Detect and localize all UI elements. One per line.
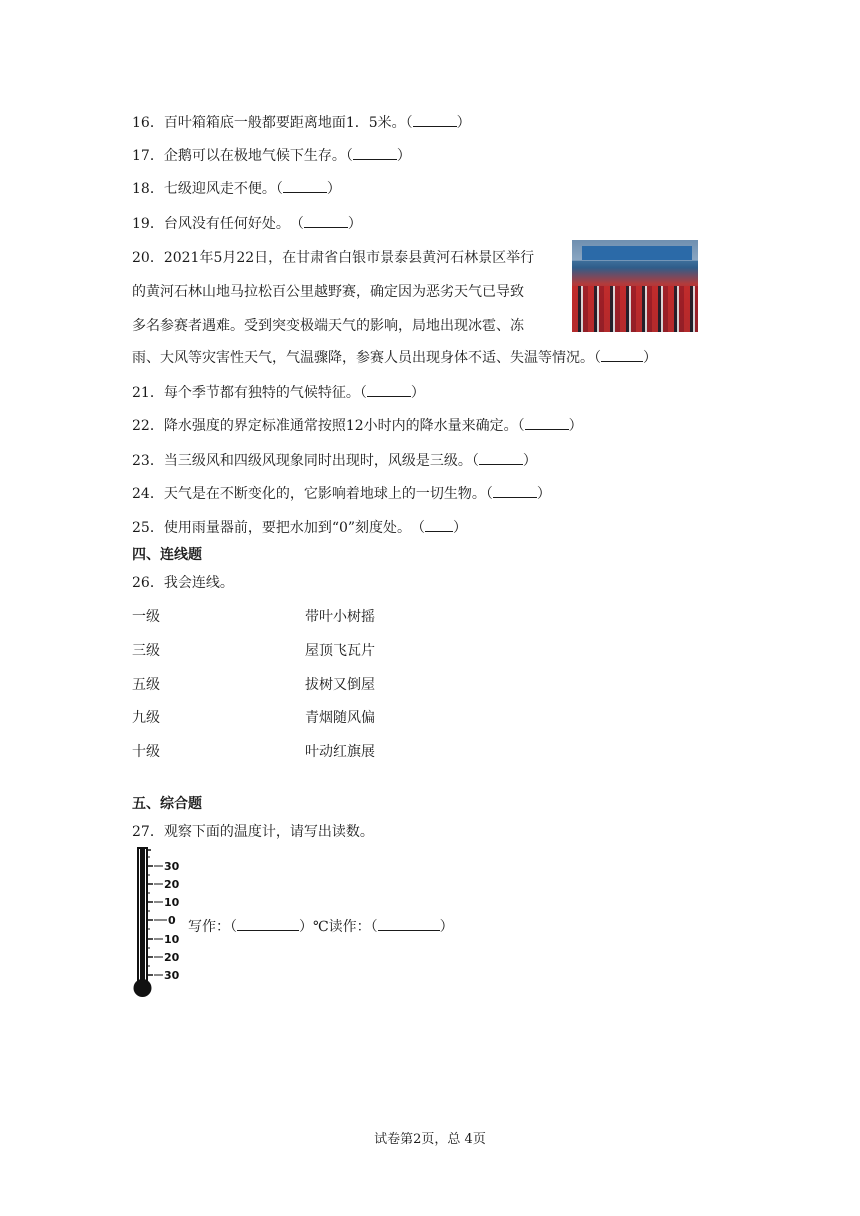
close-paren: ） bbox=[439, 919, 454, 935]
thermometer-answer bbox=[188, 916, 454, 937]
match-left-2[interactable]: 三级 bbox=[132, 643, 160, 659]
match-right-2[interactable]: 屋顶飞瓦片 bbox=[305, 643, 375, 659]
answer-blank[interactable] bbox=[283, 178, 327, 193]
match-right-3[interactable]: 拔树又倒屋 bbox=[305, 677, 375, 693]
question-27: 27．观察下面的温度计，请写出读数。 bbox=[132, 824, 374, 840]
match-left-3[interactable]: 五级 bbox=[132, 677, 160, 693]
match-right-1[interactable]: 带叶小树摇 bbox=[305, 609, 375, 625]
question-26: 26．我会连线。 bbox=[132, 575, 234, 591]
close-paren: ） bbox=[643, 350, 657, 366]
close-paren: ） bbox=[453, 520, 468, 536]
answer-blank[interactable] bbox=[479, 450, 523, 465]
close-paren: ） bbox=[396, 148, 411, 164]
scale-label: 30 bbox=[164, 969, 180, 982]
thermometer-image bbox=[130, 846, 186, 1002]
question-18 bbox=[132, 178, 341, 199]
close-paren: ） bbox=[456, 115, 471, 131]
question-text: 18．七级迎风走不便。（ bbox=[132, 181, 283, 197]
match-left-5[interactable]: 十级 bbox=[132, 744, 160, 760]
question-text: 19．台风没有任何好处。 （ bbox=[132, 216, 304, 232]
answer-blank[interactable] bbox=[353, 145, 397, 160]
question-text: 25．使用雨量器前，要把水加到“0”刻度处。 （ bbox=[132, 520, 426, 536]
answer-blank[interactable] bbox=[413, 112, 457, 127]
scale-label: 10 bbox=[164, 896, 180, 909]
close-paren: ） bbox=[410, 385, 425, 401]
answer-blank[interactable] bbox=[601, 347, 643, 362]
scale-label: 20 bbox=[164, 878, 180, 891]
answer-blank[interactable] bbox=[304, 213, 348, 228]
reading-read-blank[interactable] bbox=[378, 916, 440, 931]
question-25 bbox=[132, 517, 467, 538]
close-paren: ） bbox=[522, 453, 537, 469]
match-left-1[interactable]: 一级 bbox=[132, 609, 160, 625]
answer-blank[interactable] bbox=[525, 415, 569, 430]
close-paren: ） bbox=[326, 181, 341, 197]
question-16 bbox=[132, 112, 471, 133]
close-paren: ） bbox=[568, 418, 583, 434]
close-paren: ） bbox=[347, 216, 362, 232]
question-22 bbox=[132, 415, 583, 436]
close-paren: ） bbox=[536, 486, 551, 502]
photo-banner bbox=[582, 246, 692, 260]
photo-crowd bbox=[572, 286, 698, 332]
section-4-title: 四、连线题 bbox=[132, 547, 202, 563]
scale-label: 0 bbox=[168, 914, 176, 927]
thermometer-mercury bbox=[140, 848, 145, 982]
question-text: 17．企鹅可以在极地气候下生存。（ bbox=[132, 148, 353, 164]
scale-label: 10 bbox=[164, 933, 180, 946]
write-label: 写作：（ bbox=[188, 919, 237, 935]
answer-blank[interactable] bbox=[425, 517, 453, 532]
question-text: 21．每个季节都有独特的气候特征。（ bbox=[132, 385, 367, 401]
scale-label: 20 bbox=[164, 951, 180, 964]
question-text: 23．当三级风和四级风现象同时出现时，风级是三级。（ bbox=[132, 453, 479, 469]
question-text: 24．天气是在不断变化的，它影响着地球上的一切生物。（ bbox=[132, 486, 493, 502]
match-left-4[interactable]: 九级 bbox=[132, 710, 160, 726]
thermometer-bulb bbox=[134, 979, 152, 997]
read-label: ）℃读作：（ bbox=[299, 919, 378, 935]
question-20-line-1: 20．2021年5月22日，在甘肃省白银市景泰县黄河石林景区举行 bbox=[132, 250, 535, 266]
answer-blank[interactable] bbox=[367, 382, 411, 397]
question-21 bbox=[132, 382, 425, 403]
question-text: 22．降水强度的界定标准通常按照12小时内的降水量来确定。（ bbox=[132, 418, 525, 434]
marathon-photo bbox=[572, 240, 698, 332]
question-17 bbox=[132, 145, 411, 166]
match-right-4[interactable]: 青烟随风偏 bbox=[305, 710, 375, 726]
reading-write-blank[interactable] bbox=[237, 916, 299, 931]
question-19 bbox=[132, 213, 362, 234]
match-right-5[interactable]: 叶动红旗展 bbox=[305, 744, 375, 760]
answer-blank[interactable] bbox=[493, 483, 537, 498]
section-5-title: 五、综合题 bbox=[132, 796, 202, 812]
page-footer: 试卷第2页，总 4页 bbox=[374, 1132, 486, 1147]
question-24 bbox=[132, 483, 551, 504]
question-20-line-4 bbox=[132, 347, 657, 368]
question-20-line-3: 多名参赛者遇难。受到突变极端天气的影响，局地出现冰雹、冻 bbox=[132, 318, 524, 334]
question-text: 雨、大风等灾害性天气，气温骤降，参赛人员出现身体不适、失温等情况。（ bbox=[132, 350, 601, 366]
question-23 bbox=[132, 450, 537, 471]
scale-label: 30 bbox=[164, 860, 180, 873]
question-text: 16．百叶箱箱底一般都要距离地面1．5米。（ bbox=[132, 115, 413, 131]
question-20-line-2: 的黄河石林山地马拉松百公里越野赛，确定因为恶劣天气已导致 bbox=[132, 284, 524, 300]
